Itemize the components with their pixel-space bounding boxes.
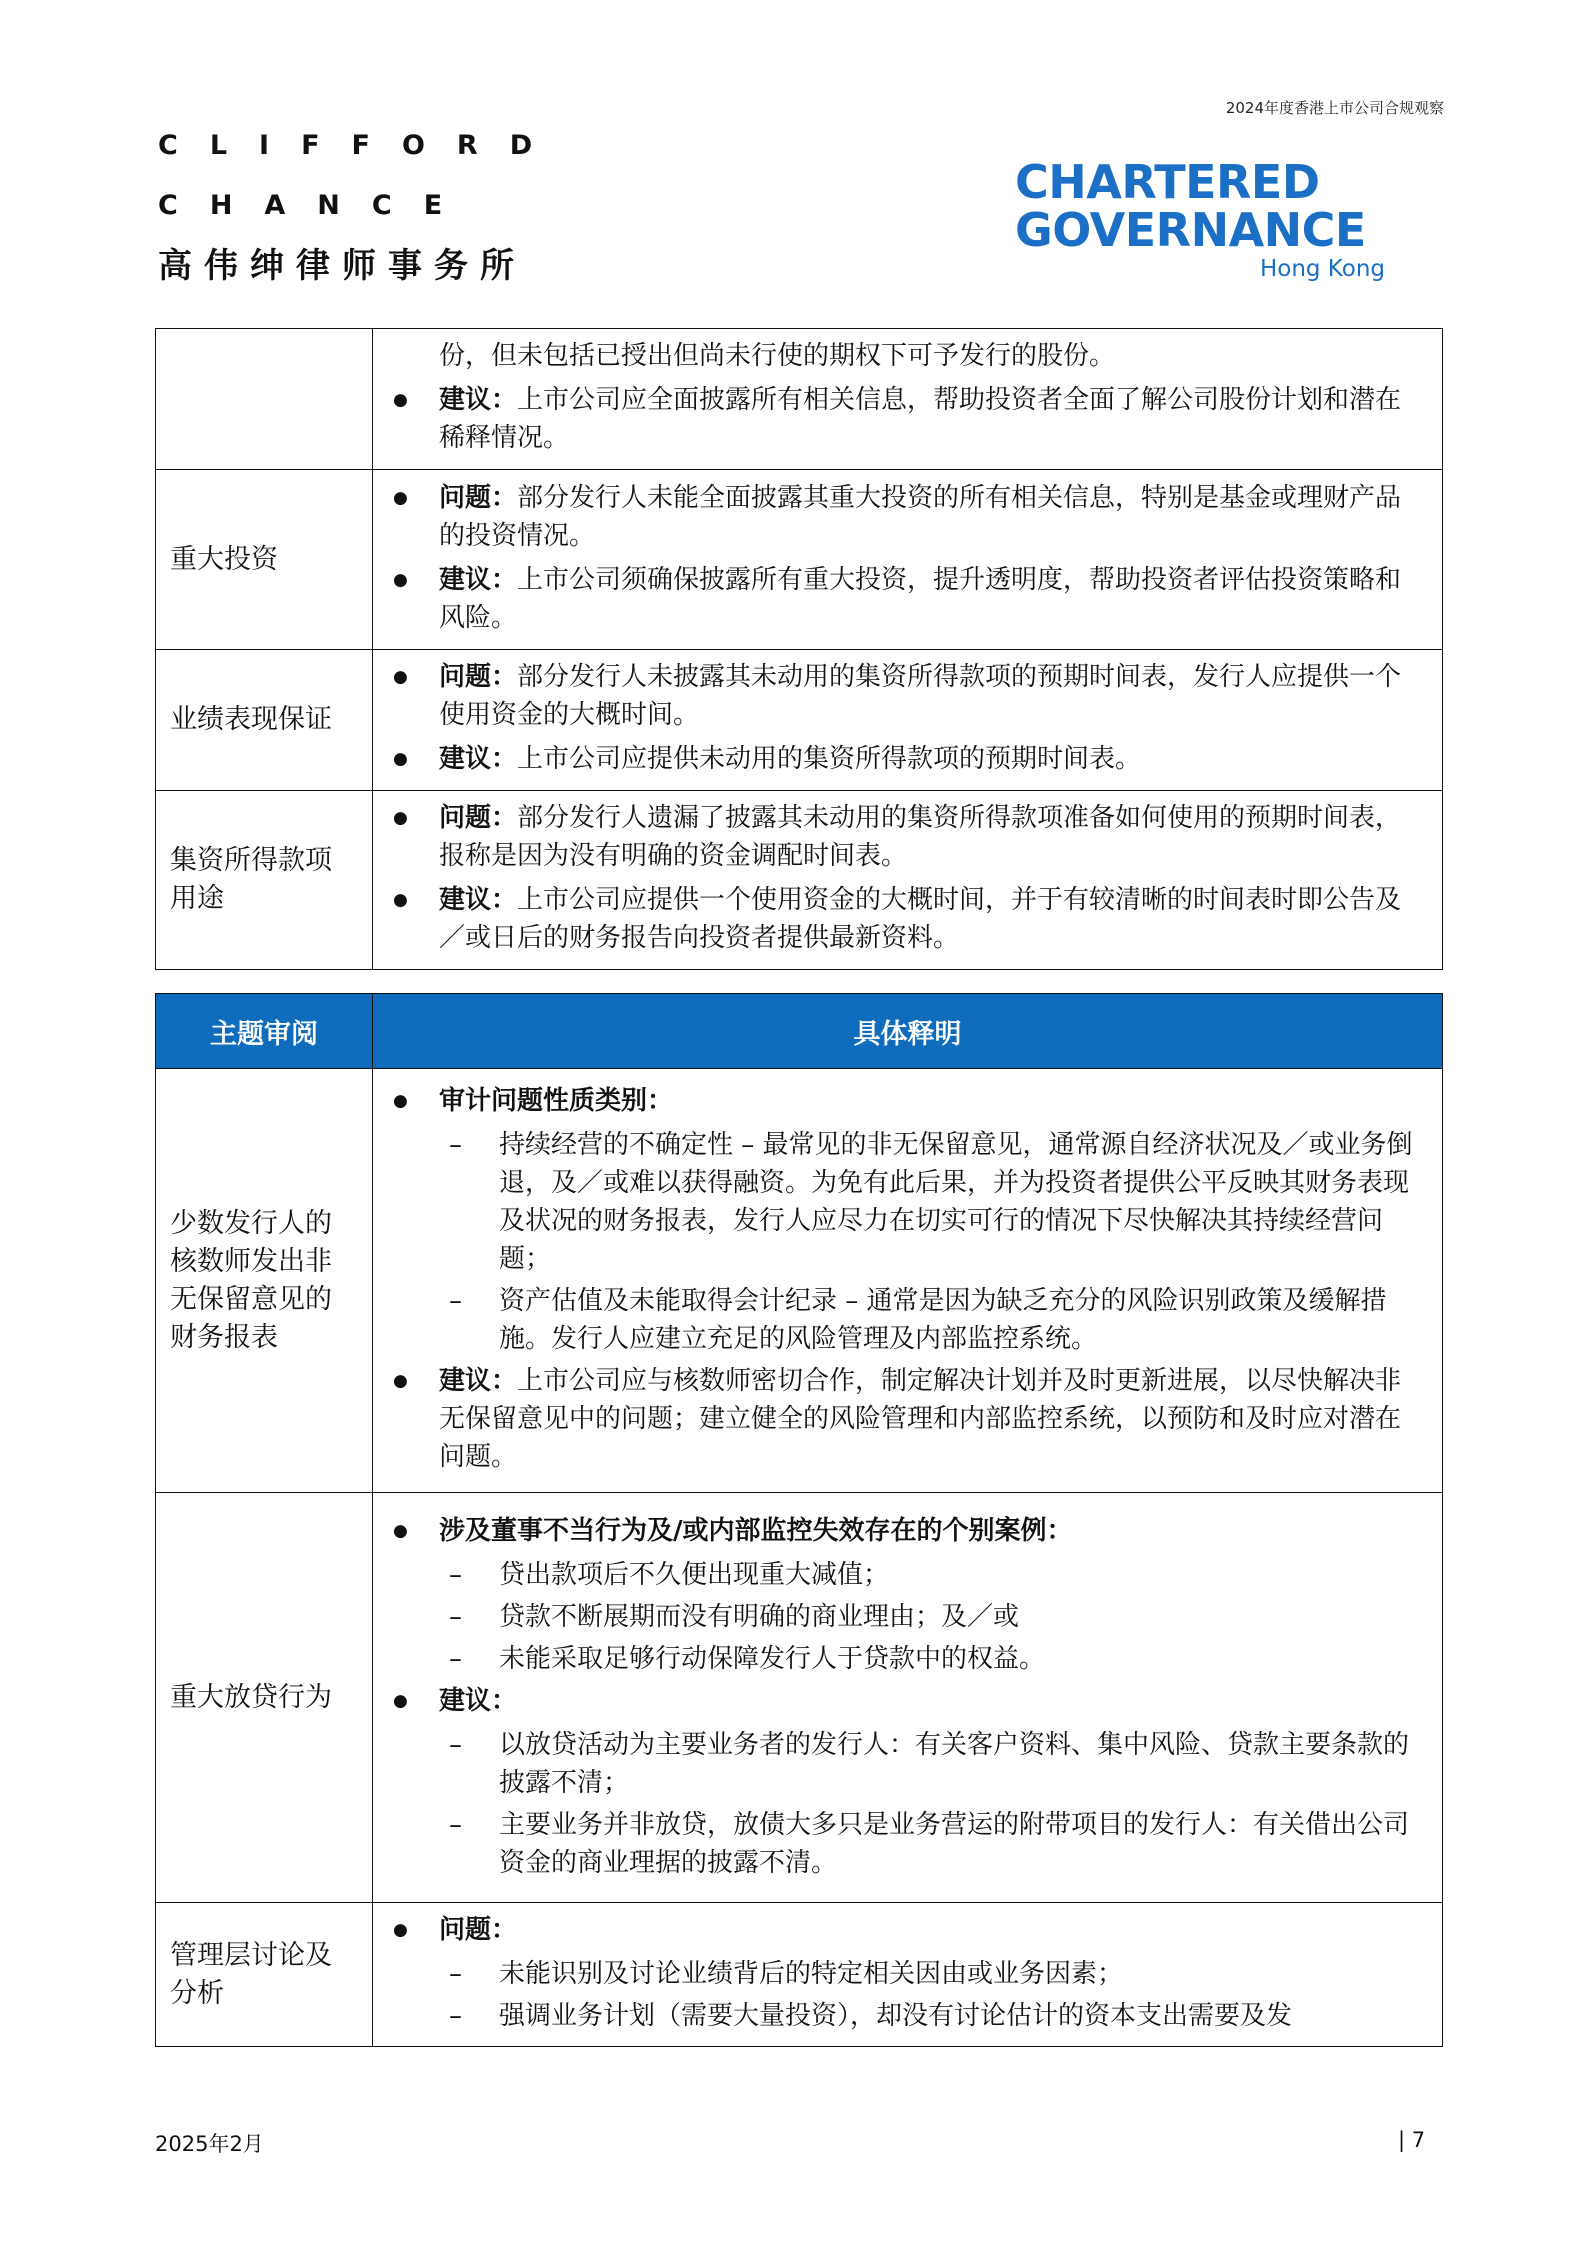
list-item <box>387 799 1420 875</box>
sub-item: – 未能采取足够行动保障发行人于贷款中的权益。 <box>387 1640 1420 1678</box>
item-text: 上市公司应全面披露所有相关信息，帮助投资者全面了解公司股份计划和潜在稀释情况。 <box>439 385 1402 453</box>
content-cell <box>373 470 1443 650</box>
item-label: 建议： <box>439 564 518 595</box>
list-item <box>387 1911 1420 1949</box>
column-header-details: 具体释明 <box>373 994 1443 1069</box>
content-cell <box>373 650 1443 791</box>
list-item <box>387 337 1420 375</box>
topic-cell: 少数发行人的核数师发出非无保留意见的财务报表 <box>156 1069 373 1493</box>
list-item <box>387 740 1420 778</box>
table-row <box>156 1903 1443 2047</box>
item-text: 份，但未包括已授出但尚未行使的期权下可予发行的股份。 <box>439 341 1116 371</box>
item-text: 上市公司应提供一个使用资金的大概时间，并于有较清晰的时间表时即公告及／或日后的财务报告向投资者提供最新资料。 <box>439 885 1402 953</box>
table-row <box>156 650 1443 791</box>
content-cell <box>373 1493 1443 1903</box>
cg-logo-line3: Hong Kong <box>1259 256 1385 282</box>
cc-logo-line1: CLIFFORD <box>158 130 565 161</box>
item-text: 部分发行人未披露其未动用的集资所得款项的预期时间表，发行人应提供一个使用资金的大概时间。 <box>439 662 1402 730</box>
item-label: 问题： <box>439 803 518 833</box>
footer-date: 2025年2月 <box>155 2132 264 2156</box>
item-label: 问题： <box>439 662 518 692</box>
item-label: 问题： <box>439 482 518 513</box>
list-item <box>387 1082 1420 1120</box>
item-label: 建议： <box>439 1685 518 1716</box>
item-text: 部分发行人遗漏了披露其未动用的集资所得款项准备如何使用的预期时间表，报称是因为没有明确的资金调配时间表。 <box>439 803 1402 871</box>
list-item <box>387 1362 1420 1476</box>
list-item <box>387 658 1420 734</box>
chartered-governance-logo <box>1015 155 1385 282</box>
topic-cell: 业绩表现保证 <box>156 650 373 791</box>
content-cell <box>373 329 1443 470</box>
table-header-row <box>156 994 1443 1069</box>
list-item <box>387 561 1420 637</box>
content-cell <box>373 791 1443 970</box>
content-cell <box>373 1903 1443 2047</box>
sub-item: – 贷出款项后不久便出现重大减值； <box>387 1556 1420 1594</box>
topic-cell: 重大放贷行为 <box>156 1493 373 1903</box>
topic-cell: 管理层讨论及分析 <box>156 1903 373 2047</box>
item-text: 部分发行人未能全面披露其重大投资的所有相关信息，特别是基金或理财产品的投资情况。 <box>439 482 1402 551</box>
content-cell <box>373 1069 1443 1493</box>
thematic-review-table <box>155 993 1443 2047</box>
sub-item: – 资产估值及未能取得会计纪录 – 通常是因为缺乏充分的风险识别政策及缓解措施。发行人应建立充足的风险管理及内部监控系统。 <box>387 1282 1420 1358</box>
sub-item: – 以放贷活动为主要业务者的发行人：有关客户资料、集中风险、贷款主要条款的披露不清； <box>387 1726 1420 1802</box>
list-item <box>387 381 1420 457</box>
item-label: 涉及董事不当行为及/或内部监控失效存在的个别案例： <box>439 1515 1073 1546</box>
cg-logo-line2: GOVERNANCE <box>1015 203 1366 257</box>
sub-item: – 贷款不断展期而没有明确的商业理由；及／或 <box>387 1598 1420 1636</box>
table-row <box>156 1069 1443 1493</box>
cg-logo-line1: CHARTERED <box>1015 155 1320 209</box>
item-label: 建议： <box>439 1365 518 1396</box>
table-row <box>156 791 1443 970</box>
sub-item: – 强调业务计划（需要大量投资），却没有讨论估计的资本支出需要及发 <box>387 1997 1420 2035</box>
table-row <box>156 329 1443 470</box>
continued-table <box>155 328 1443 970</box>
item-label: 审计问题性质类别： <box>439 1085 674 1116</box>
cc-logo-line2: CHANCE <box>158 190 475 221</box>
topic-cell <box>156 329 373 470</box>
item-label: 建议： <box>439 744 518 774</box>
sub-item: – 持续经营的不确定性 – 最常见的非无保留意见，通常源自经济状况及／或业务倒退，及／或难以获得融资。为免有此后果，并为投资者提供公平反映其财务表现及状况的财务报表，发行人应尽力在切实可行的情况下尽快解决其持续经营问题； <box>387 1126 1420 1278</box>
clifford-chance-logo <box>158 116 564 287</box>
table-row <box>156 470 1443 650</box>
item-text: 上市公司应与核数师密切合作，制定解决计划并及时更新进展，以尽快解决非无保留意见中的问题；建立健全的风险管理和内部监控系统，以预防和及时应对潜在问题。 <box>439 1365 1402 1472</box>
item-label: 建议： <box>439 385 518 415</box>
list-item <box>387 479 1420 555</box>
cc-logo-chinese: 高伟绅律师事务所 <box>158 246 526 286</box>
item-label: 建议： <box>439 885 518 915</box>
list-item <box>387 881 1420 957</box>
table-row <box>156 1493 1443 1903</box>
sub-item: – 主要业务并非放贷，放债大多只是业务营运的附带项目的发行人：有关借出公司资金的商业理据的披露不清。 <box>387 1806 1420 1882</box>
column-header-topic: 主题审阅 <box>156 994 373 1069</box>
list-item <box>387 1682 1420 1720</box>
item-text: 上市公司须确保披露所有重大投资，提升透明度，帮助投资者评估投资策略和风险。 <box>439 564 1402 633</box>
page-number: | 7 <box>1398 2128 1426 2152</box>
report-title: 2024年度香港上市公司合规观察 <box>1225 99 1444 117</box>
item-label: 问题： <box>439 1915 518 1945</box>
sub-item: – 未能识别及讨论业绩背后的特定相关因由或业务因素； <box>387 1955 1420 1993</box>
topic-cell: 集资所得款项用途 <box>156 791 373 970</box>
item-text: 上市公司应提供未动用的集资所得款项的预期时间表。 <box>517 744 1142 774</box>
topic-cell: 重大投资 <box>156 470 373 650</box>
list-item <box>387 1512 1420 1550</box>
